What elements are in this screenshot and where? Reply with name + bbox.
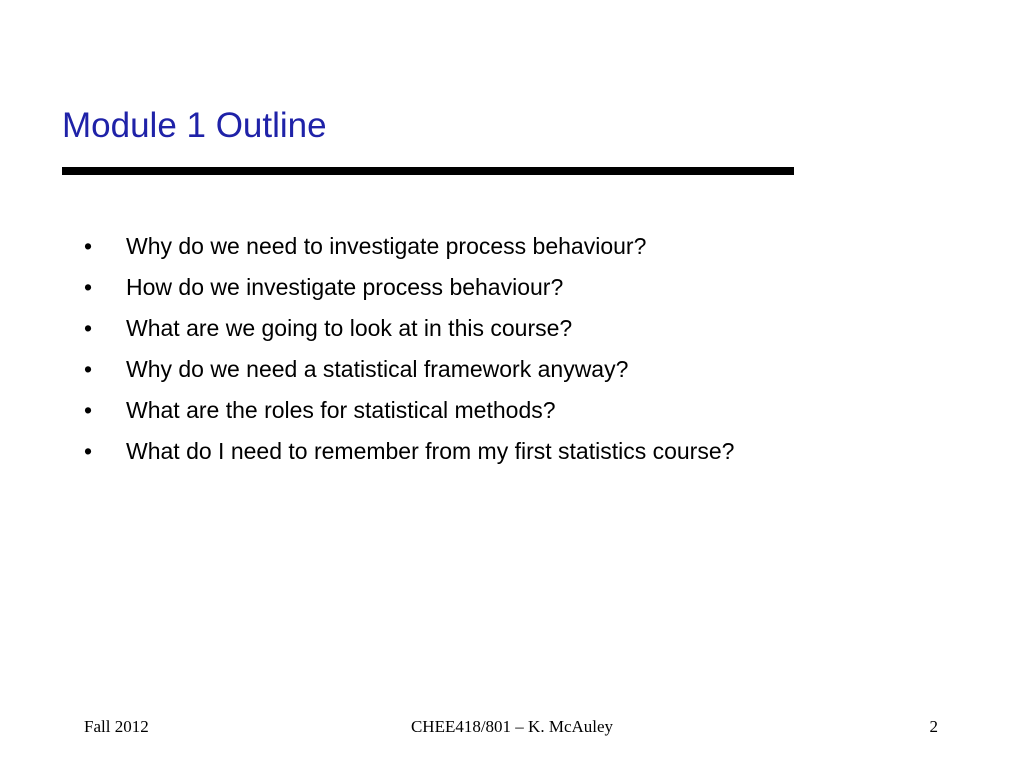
slide-number: 2 [929, 717, 938, 736]
bullet-text: How do we investigate process behaviour? [126, 274, 564, 300]
title-underline-rule [62, 167, 794, 175]
bullet-item [84, 349, 734, 390]
bullet-item [84, 226, 734, 267]
bullet-list [84, 226, 734, 472]
bullet-item [84, 390, 734, 431]
bullet-item [84, 267, 734, 308]
bullet-icon: • [84, 315, 93, 341]
footer-term: Fall 2012 [84, 717, 149, 736]
bullet-text: What are we going to look at in this course? [126, 315, 573, 341]
bullet-text: What are the roles for statistical methods? [126, 397, 556, 423]
bullet-icon: • [84, 438, 93, 464]
bullet-icon: • [84, 274, 93, 300]
bullet-text: What do I need to remember from my first statistics course? [126, 438, 735, 464]
bullet-item [84, 308, 734, 349]
slide-title: Module 1 Outline [62, 106, 327, 145]
footer-course: CHEE418/801 – K. McAuley [410, 717, 614, 736]
bullet-icon: • [84, 233, 93, 259]
bullet-text: Why do we need a statistical framework anyway? [126, 356, 629, 382]
bullet-icon: • [84, 356, 93, 382]
bullet-item [84, 431, 734, 472]
bullet-icon: • [84, 397, 93, 423]
bullet-text: Why do we need to investigate process behaviour? [126, 233, 647, 259]
